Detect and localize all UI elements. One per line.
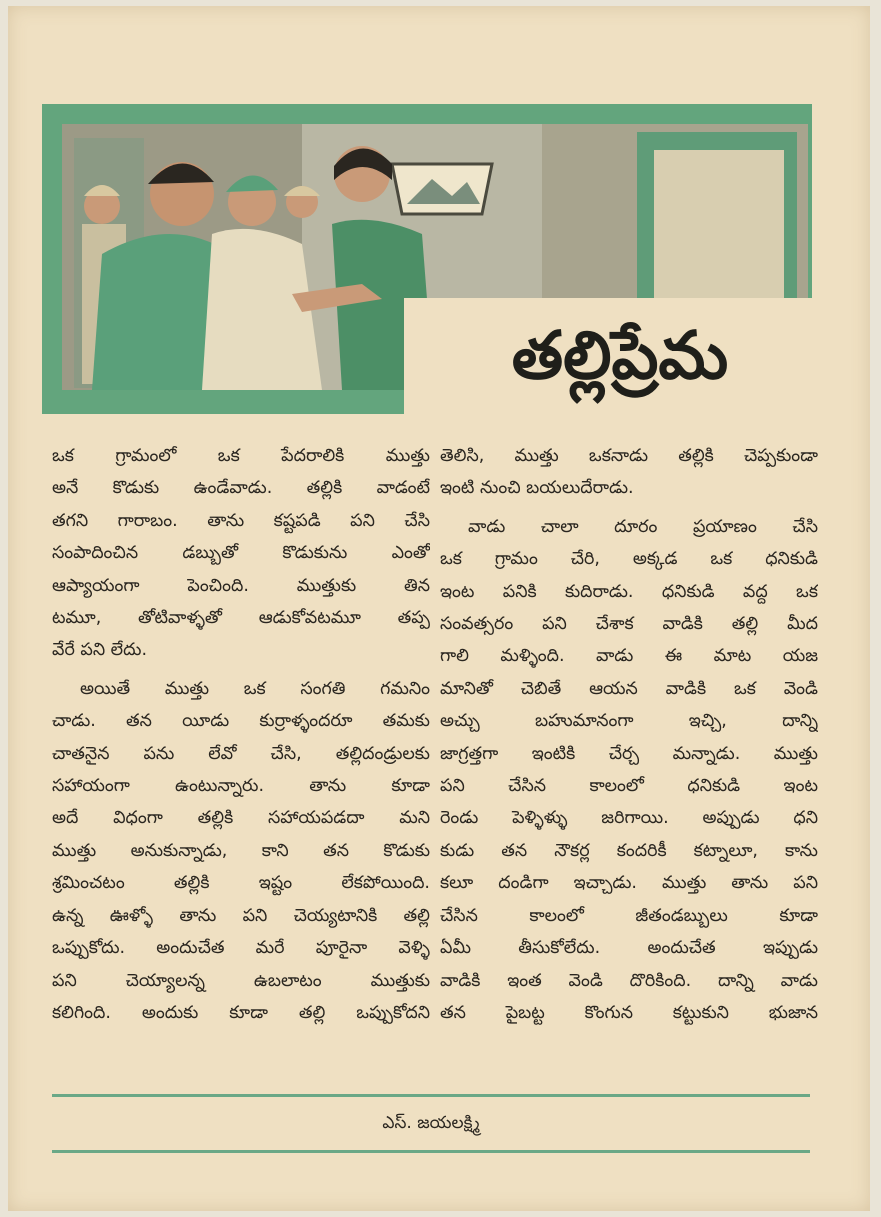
text-line: టమూ, తోటివాళ్ళతో ఆడుకోవటమూ తప్ప <box>52 608 430 629</box>
text-line: సంపాదించిన డబ్బుతో కొడుకును ఎంతో <box>52 543 430 564</box>
text-line: శ్రమించటం తల్లికి ఇష్టం లేకపోయింది. <box>52 873 430 894</box>
text-line: జాగ్రత్తగా ఇంటికి చేర్చ మన్నాడు. ముత్తు <box>440 743 818 764</box>
text-line: మానితో చెబితే ఆయన వాడికి ఒక వెండి <box>440 678 818 699</box>
text-line: వాడు చాలా దూరం ప్రయాణం చేసి <box>468 516 818 537</box>
text-line: అయితే ముత్తు ఒక సంగతి గమనిం <box>80 678 430 699</box>
author-byline: ఎస్. జయలక్ష్మి <box>382 1113 480 1133</box>
text-line: ఉన్న ఊళ్ళో తాను పని చెయ్యటానికి తల్లి <box>52 905 430 926</box>
text-line: అనే కొడుకు ఉండేవాడు. తల్లికి వాడంటే <box>52 478 430 499</box>
text-line: ఇంట పనికి కుదిరాడు. ధనికుడి వద్ద ఒక <box>440 581 818 602</box>
text-line: చాతనైన పను లేవో చేసి, తల్లిదండ్రులకు <box>52 743 430 764</box>
text-line: వాడికి ఇంత వెండి దొరికింది. దాన్ని వాడు <box>440 970 818 991</box>
right-column <box>440 440 818 1029</box>
text-line: చాడు. తన యీడు కుర్రాళ్ళందరూ తమకు <box>52 711 430 732</box>
text-line: కుడు తన నౌకర్ల కందరికీ కట్నాలూ, కాను <box>440 840 818 861</box>
text-line: పని చెయ్యాలన్న ఉబలాటం ముత్తుకు <box>52 970 430 991</box>
text-line: ఒప్పుకోదు. అందుచేత మరే పూరైనా వెళ్ళి <box>52 938 430 959</box>
text-line: సహాయంగా ఉంటున్నారు. తాను కూడా <box>52 776 430 797</box>
text-line: సంవత్సరం పని చేశాక వాడికి తల్లి మీద <box>440 614 818 635</box>
text-line: తెలిసి, ముత్తు ఒకనాడు తల్లికి చెప్పకుండా <box>440 446 818 466</box>
story-title: తల్లిప్రేమ <box>511 316 729 394</box>
text-line: గాలి మళ్ళింది. వాడు ఈ మాట యజ <box>440 646 818 667</box>
text-line: వేరే పని లేదు. <box>52 640 148 661</box>
left-column <box>52 440 430 1029</box>
text-line: చేసిన కాలంలో జీతండబ్బులు కూడా <box>440 905 818 926</box>
text-line: తగని గారాబం. తాను కష్టపడి పని చేసి <box>52 510 430 531</box>
text-line: ఇంటి నుంచి బయలుదేరాడు. <box>440 478 634 499</box>
text-line: తన పైబట్ట కొంగున కట్టుకుని భుజాన <box>440 1002 818 1023</box>
text-line: కలిగింది. అందుకు కూడా తల్లి ఒప్పుకోదని <box>52 1002 430 1023</box>
text-line: పని చేసిన కాలంలో ధనికుడి ఇంట <box>440 776 818 797</box>
text-line: ఏమీ తీసుకోలేదు. అందుచేత ఇప్పుడు <box>440 938 818 959</box>
text-line: అచ్చు బహుమానంగా ఇచ్చి, దాన్ని <box>440 711 818 732</box>
text-line: ఆప్యాయంగా పెంచింది. ముత్తుకు తిన <box>52 575 430 596</box>
text-line: ముత్తు అనుకున్నాడు, కాని తన కొడుకు <box>52 840 430 861</box>
divider-rule <box>52 1094 810 1097</box>
text-line: కలూ దండిగా ఇచ్చాడు. ముత్తు తాను పని <box>440 873 818 894</box>
divider-rule <box>52 1150 810 1153</box>
text-line: అదే విధంగా తల్లికి సహాయపడదా మని <box>52 808 430 829</box>
text-line: ఒక గ్రామంలో ఒక పేదరాలికి ముత్తు <box>52 446 430 466</box>
text-line: రెండు పెళ్ళిళ్ళు జరిగాయి. అప్పుడు ధని <box>440 808 818 829</box>
text-line: ఒక గ్రామం చేరి, అక్కడ ఒక ధనికుడి <box>440 549 818 570</box>
